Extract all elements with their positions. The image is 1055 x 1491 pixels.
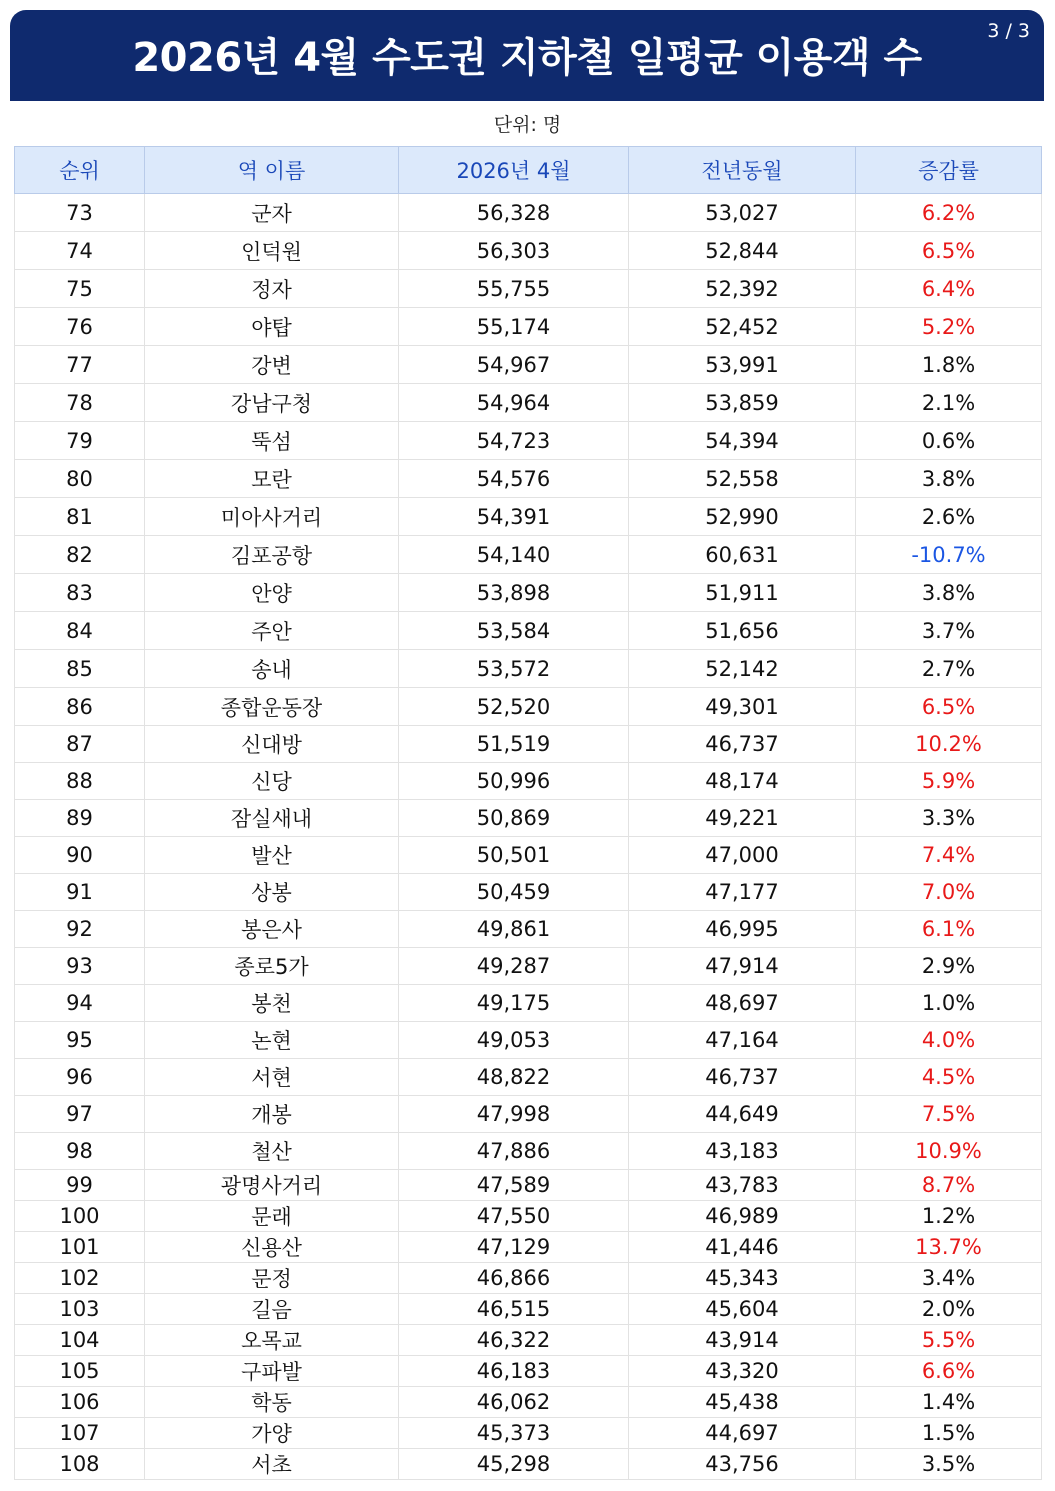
cell-station-name: 송내 <box>145 650 399 688</box>
cell-station-name: 철산 <box>145 1133 399 1170</box>
title-banner <box>10 10 1044 101</box>
table-row <box>15 498 1042 536</box>
cell-rank: 85 <box>15 650 145 688</box>
table-row <box>15 874 1042 911</box>
cell-change: 6.6% <box>856 1356 1042 1387</box>
table-row <box>15 384 1042 422</box>
cell-current: 47,129 <box>399 1232 629 1263</box>
cell-station-name: 종로5가 <box>145 948 399 985</box>
cell-previous: 43,783 <box>629 1170 856 1201</box>
cell-change: 1.4% <box>856 1387 1042 1418</box>
cell-rank: 94 <box>15 985 145 1022</box>
cell-rank: 97 <box>15 1096 145 1133</box>
cell-station-name: 김포공항 <box>145 536 399 574</box>
page-indicator: 3 / 3 <box>987 20 1030 42</box>
cell-rank: 104 <box>15 1325 145 1356</box>
cell-station-name: 안양 <box>145 574 399 612</box>
cell-current: 54,964 <box>399 384 629 422</box>
cell-change: 7.0% <box>856 874 1042 911</box>
cell-change: 3.8% <box>856 574 1042 612</box>
cell-station-name: 강변 <box>145 346 399 384</box>
table-row <box>15 1387 1042 1418</box>
table-row <box>15 536 1042 574</box>
cell-current: 50,869 <box>399 800 629 837</box>
cell-change: 10.2% <box>856 726 1042 763</box>
column-header-change: 증감률 <box>856 147 1042 194</box>
cell-change: 2.0% <box>856 1294 1042 1325</box>
cell-change: 5.5% <box>856 1325 1042 1356</box>
cell-rank: 79 <box>15 422 145 460</box>
cell-previous: 45,343 <box>629 1263 856 1294</box>
cell-previous: 44,649 <box>629 1096 856 1133</box>
cell-rank: 105 <box>15 1356 145 1387</box>
cell-previous: 52,392 <box>629 270 856 308</box>
cell-rank: 101 <box>15 1232 145 1263</box>
cell-change: -10.7% <box>856 536 1042 574</box>
cell-previous: 44,697 <box>629 1418 856 1449</box>
cell-previous: 45,438 <box>629 1387 856 1418</box>
table-row <box>15 650 1042 688</box>
table-row <box>15 1170 1042 1201</box>
cell-change: 1.2% <box>856 1201 1042 1232</box>
cell-previous: 43,320 <box>629 1356 856 1387</box>
cell-rank: 80 <box>15 460 145 498</box>
cell-previous: 60,631 <box>629 536 856 574</box>
cell-previous: 51,911 <box>629 574 856 612</box>
cell-station-name: 정자 <box>145 270 399 308</box>
cell-change: 4.5% <box>856 1059 1042 1096</box>
cell-current: 46,515 <box>399 1294 629 1325</box>
cell-current: 47,998 <box>399 1096 629 1133</box>
cell-station-name: 논현 <box>145 1022 399 1059</box>
table-body <box>15 194 1042 1480</box>
cell-change: 1.0% <box>856 985 1042 1022</box>
cell-previous: 48,174 <box>629 763 856 800</box>
cell-rank: 96 <box>15 1059 145 1096</box>
cell-previous: 52,844 <box>629 232 856 270</box>
cell-station-name: 신당 <box>145 763 399 800</box>
cell-current: 45,373 <box>399 1418 629 1449</box>
cell-current: 47,886 <box>399 1133 629 1170</box>
cell-station-name: 문래 <box>145 1201 399 1232</box>
cell-station-name: 가양 <box>145 1418 399 1449</box>
unit-label: 단위: 명 <box>493 114 562 136</box>
column-header-station: 역 이름 <box>145 147 399 194</box>
cell-current: 54,576 <box>399 460 629 498</box>
cell-change: 3.4% <box>856 1263 1042 1294</box>
table-row <box>15 232 1042 270</box>
table-row <box>15 1263 1042 1294</box>
cell-station-name: 미아사거리 <box>145 498 399 536</box>
cell-change: 3.3% <box>856 800 1042 837</box>
cell-previous: 43,914 <box>629 1325 856 1356</box>
cell-rank: 93 <box>15 948 145 985</box>
table-row <box>15 308 1042 346</box>
table-row <box>15 1096 1042 1133</box>
table-row <box>15 763 1042 800</box>
table-row <box>15 346 1042 384</box>
cell-previous: 46,989 <box>629 1201 856 1232</box>
cell-rank: 100 <box>15 1201 145 1232</box>
cell-change: 7.5% <box>856 1096 1042 1133</box>
table-row <box>15 1232 1042 1263</box>
cell-station-name: 신용산 <box>145 1232 399 1263</box>
cell-station-name: 학동 <box>145 1387 399 1418</box>
cell-station-name: 모란 <box>145 460 399 498</box>
cell-station-name: 길음 <box>145 1294 399 1325</box>
cell-change: 6.5% <box>856 232 1042 270</box>
cell-current: 48,822 <box>399 1059 629 1096</box>
cell-previous: 52,142 <box>629 650 856 688</box>
table-row <box>15 1356 1042 1387</box>
table-row <box>15 726 1042 763</box>
cell-previous: 52,452 <box>629 308 856 346</box>
cell-current: 50,996 <box>399 763 629 800</box>
table-row <box>15 270 1042 308</box>
cell-change: 7.4% <box>856 837 1042 874</box>
cell-change: 6.5% <box>856 688 1042 726</box>
cell-current: 53,898 <box>399 574 629 612</box>
cell-rank: 95 <box>15 1022 145 1059</box>
cell-rank: 98 <box>15 1133 145 1170</box>
cell-station-name: 광명사거리 <box>145 1170 399 1201</box>
cell-rank: 102 <box>15 1263 145 1294</box>
table-row <box>15 911 1042 948</box>
cell-current: 54,140 <box>399 536 629 574</box>
cell-change: 8.7% <box>856 1170 1042 1201</box>
cell-previous: 45,604 <box>629 1294 856 1325</box>
cell-station-name: 신대방 <box>145 726 399 763</box>
cell-current: 56,328 <box>399 194 629 232</box>
cell-previous: 47,177 <box>629 874 856 911</box>
cell-change: 3.8% <box>856 460 1042 498</box>
cell-station-name: 봉천 <box>145 985 399 1022</box>
cell-current: 46,322 <box>399 1325 629 1356</box>
table-row <box>15 194 1042 232</box>
table-row <box>15 1449 1042 1480</box>
cell-rank: 92 <box>15 911 145 948</box>
cell-rank: 82 <box>15 536 145 574</box>
table-row <box>15 1294 1042 1325</box>
cell-rank: 106 <box>15 1387 145 1418</box>
cell-current: 54,723 <box>399 422 629 460</box>
cell-change: 4.0% <box>856 1022 1042 1059</box>
cell-current: 53,572 <box>399 650 629 688</box>
cell-change: 1.8% <box>856 346 1042 384</box>
cell-station-name: 발산 <box>145 837 399 874</box>
cell-station-name: 구파발 <box>145 1356 399 1387</box>
cell-current: 52,520 <box>399 688 629 726</box>
cell-current: 50,501 <box>399 837 629 874</box>
cell-current: 56,303 <box>399 232 629 270</box>
table-row <box>15 985 1042 1022</box>
cell-change: 2.6% <box>856 498 1042 536</box>
cell-rank: 83 <box>15 574 145 612</box>
cell-rank: 103 <box>15 1294 145 1325</box>
cell-rank: 86 <box>15 688 145 726</box>
cell-rank: 76 <box>15 308 145 346</box>
cell-current: 47,550 <box>399 1201 629 1232</box>
table-row <box>15 422 1042 460</box>
page-title: 2026년 4월 수도권 지하철 일평균 이용객 수 <box>132 35 922 81</box>
cell-rank: 107 <box>15 1418 145 1449</box>
cell-station-name: 군자 <box>145 194 399 232</box>
cell-change: 6.1% <box>856 911 1042 948</box>
cell-previous: 41,446 <box>629 1232 856 1263</box>
cell-current: 46,866 <box>399 1263 629 1294</box>
cell-rank: 99 <box>15 1170 145 1201</box>
cell-previous: 53,859 <box>629 384 856 422</box>
cell-rank: 90 <box>15 837 145 874</box>
cell-previous: 46,737 <box>629 726 856 763</box>
cell-previous: 54,394 <box>629 422 856 460</box>
cell-rank: 78 <box>15 384 145 422</box>
cell-change: 2.9% <box>856 948 1042 985</box>
cell-change: 6.2% <box>856 194 1042 232</box>
ridership-table <box>14 146 1042 1480</box>
cell-station-name: 야탑 <box>145 308 399 346</box>
cell-previous: 47,914 <box>629 948 856 985</box>
cell-rank: 75 <box>15 270 145 308</box>
cell-current: 50,459 <box>399 874 629 911</box>
cell-rank: 91 <box>15 874 145 911</box>
cell-change: 5.2% <box>856 308 1042 346</box>
cell-change: 1.5% <box>856 1418 1042 1449</box>
cell-current: 46,062 <box>399 1387 629 1418</box>
cell-station-name: 뚝섬 <box>145 422 399 460</box>
cell-change: 2.7% <box>856 650 1042 688</box>
cell-previous: 52,558 <box>629 460 856 498</box>
cell-station-name: 상봉 <box>145 874 399 911</box>
table-row <box>15 612 1042 650</box>
cell-current: 54,391 <box>399 498 629 536</box>
table-row <box>15 1133 1042 1170</box>
cell-previous: 53,027 <box>629 194 856 232</box>
cell-current: 49,053 <box>399 1022 629 1059</box>
table-row <box>15 1201 1042 1232</box>
cell-current: 51,519 <box>399 726 629 763</box>
column-header-current: 2026년 4월 <box>399 147 629 194</box>
cell-current: 47,589 <box>399 1170 629 1201</box>
cell-station-name: 주안 <box>145 612 399 650</box>
cell-station-name: 종합운동장 <box>145 688 399 726</box>
cell-station-name: 오목교 <box>145 1325 399 1356</box>
cell-rank: 87 <box>15 726 145 763</box>
cell-change: 5.9% <box>856 763 1042 800</box>
table-row <box>15 1022 1042 1059</box>
cell-station-name: 개봉 <box>145 1096 399 1133</box>
cell-rank: 73 <box>15 194 145 232</box>
cell-rank: 89 <box>15 800 145 837</box>
cell-change: 13.7% <box>856 1232 1042 1263</box>
cell-previous: 46,737 <box>629 1059 856 1096</box>
cell-station-name: 문정 <box>145 1263 399 1294</box>
cell-change: 3.7% <box>856 612 1042 650</box>
cell-current: 54,967 <box>399 346 629 384</box>
cell-station-name: 서현 <box>145 1059 399 1096</box>
table-header-row <box>15 147 1042 194</box>
cell-rank: 81 <box>15 498 145 536</box>
cell-previous: 49,221 <box>629 800 856 837</box>
table-row <box>15 1418 1042 1449</box>
cell-current: 53,584 <box>399 612 629 650</box>
cell-change: 0.6% <box>856 422 1042 460</box>
cell-previous: 43,756 <box>629 1449 856 1480</box>
cell-previous: 52,990 <box>629 498 856 536</box>
cell-previous: 48,697 <box>629 985 856 1022</box>
cell-current: 49,287 <box>399 948 629 985</box>
table-row <box>15 800 1042 837</box>
cell-rank: 88 <box>15 763 145 800</box>
table-row <box>15 837 1042 874</box>
cell-previous: 46,995 <box>629 911 856 948</box>
column-header-previous: 전년동월 <box>629 147 856 194</box>
cell-current: 49,175 <box>399 985 629 1022</box>
cell-rank: 77 <box>15 346 145 384</box>
cell-change: 10.9% <box>856 1133 1042 1170</box>
cell-station-name: 인덕원 <box>145 232 399 270</box>
cell-current: 46,183 <box>399 1356 629 1387</box>
table-row <box>15 1325 1042 1356</box>
cell-previous: 53,991 <box>629 346 856 384</box>
table-row <box>15 948 1042 985</box>
table-row <box>15 1059 1042 1096</box>
cell-previous: 47,164 <box>629 1022 856 1059</box>
cell-station-name: 잠실새내 <box>145 800 399 837</box>
cell-previous: 47,000 <box>629 837 856 874</box>
cell-change: 6.4% <box>856 270 1042 308</box>
cell-current: 55,755 <box>399 270 629 308</box>
cell-rank: 108 <box>15 1449 145 1480</box>
cell-current: 55,174 <box>399 308 629 346</box>
cell-station-name: 서초 <box>145 1449 399 1480</box>
table-row <box>15 574 1042 612</box>
cell-station-name: 봉은사 <box>145 911 399 948</box>
cell-station-name: 강남구청 <box>145 384 399 422</box>
column-header-rank: 순위 <box>15 147 145 194</box>
cell-current: 49,861 <box>399 911 629 948</box>
table-row <box>15 688 1042 726</box>
cell-previous: 43,183 <box>629 1133 856 1170</box>
cell-rank: 74 <box>15 232 145 270</box>
cell-change: 3.5% <box>856 1449 1042 1480</box>
cell-change: 2.1% <box>856 384 1042 422</box>
cell-previous: 51,656 <box>629 612 856 650</box>
table-row <box>15 460 1042 498</box>
cell-rank: 84 <box>15 612 145 650</box>
cell-previous: 49,301 <box>629 688 856 726</box>
cell-current: 45,298 <box>399 1449 629 1480</box>
